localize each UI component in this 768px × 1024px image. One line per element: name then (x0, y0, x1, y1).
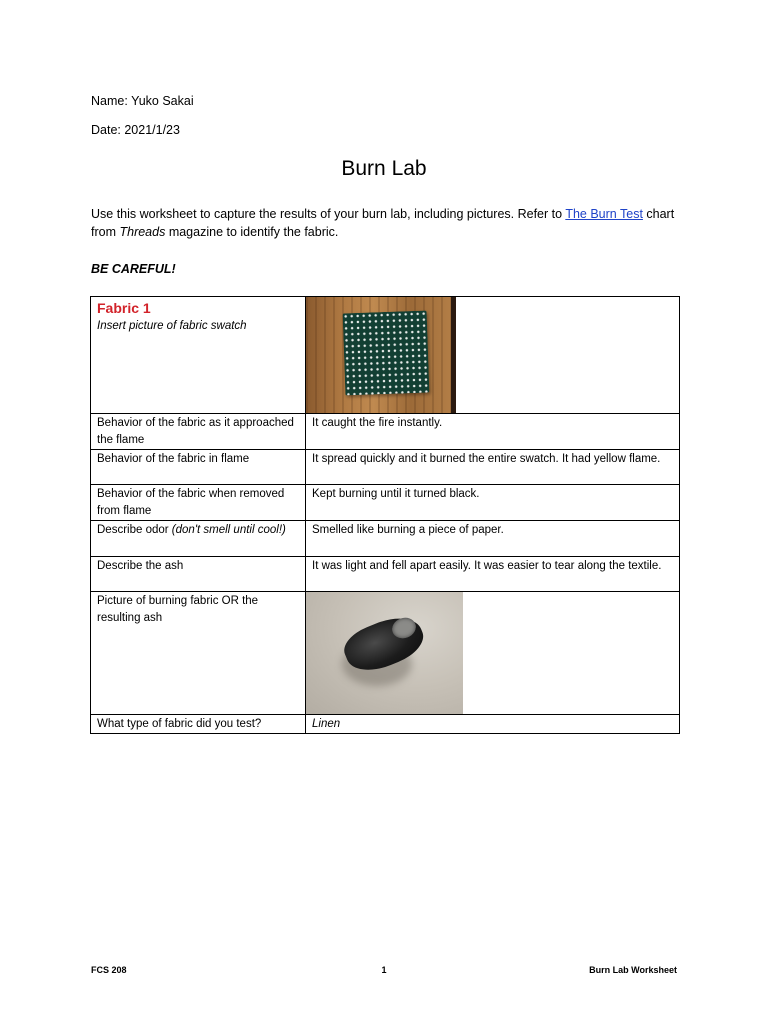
fabric-swatch-cell (306, 297, 680, 414)
footer-course: FCS 208 (91, 965, 127, 975)
row-label: What type of fabric did you test? (91, 715, 306, 734)
ash-picture-row (91, 592, 680, 715)
footer-page-number: 1 (381, 965, 387, 975)
odor-label: Describe odor (97, 524, 172, 536)
row-label: Behavior of the fabric when removed from flame (91, 485, 306, 521)
burn-lab-table (90, 296, 680, 734)
worksheet-date: Date: 2021/1/23 (91, 123, 180, 137)
ash-picture-cell (306, 592, 680, 715)
intro-paragraph (91, 205, 685, 241)
row-label: Describe the ash (91, 557, 306, 592)
fabric-swatch-photo (306, 297, 456, 413)
footer-doc-title: Burn Lab Worksheet (589, 965, 677, 975)
warning-text: BE CAREFUL! (91, 262, 176, 276)
burn-test-link[interactable]: The Burn Test (565, 207, 643, 221)
fabric-label-cell (91, 297, 306, 414)
row-label (91, 521, 306, 557)
row-label: Picture of burning fabric OR the resulting ash (91, 592, 306, 715)
row-answer: It spread quickly and it burned the entire swatch. It had yellow flame. (306, 450, 680, 485)
row-answer: Kept burning until it turned black. (306, 485, 680, 521)
fabric-hint: Insert picture of fabric swatch (97, 320, 247, 332)
row-label: Behavior of the fabric as it approached the flame (91, 414, 306, 450)
fabric-type-answer: Linen (306, 715, 680, 734)
burnt-fabric-photo (306, 592, 463, 714)
fabric-swatch-row (91, 297, 680, 414)
table-row (91, 450, 680, 485)
magazine-name: Threads (119, 225, 166, 239)
photo-edge (451, 297, 456, 413)
intro-text-end: magazine to identify the fabric. (165, 225, 339, 239)
row-answer: Smelled like burning a piece of paper. (306, 521, 680, 557)
row-answer: It was light and fell apart easily. It was easier to tear along the textile. (306, 557, 680, 592)
table-row (91, 521, 680, 557)
page-title: Burn Lab (341, 157, 427, 180)
intro-text-middle: chart from (91, 207, 675, 239)
fabric-heading: Fabric 1 (97, 300, 151, 316)
row-label: Behavior of the fabric in flame (91, 450, 306, 485)
table-row (91, 414, 680, 450)
fabric-type-row (91, 715, 680, 734)
polka-dot-fabric (343, 311, 430, 396)
student-name: Name: Yuko Sakai (91, 94, 194, 108)
row-answer: It caught the fire instantly. (306, 414, 680, 450)
table-row (91, 485, 680, 521)
intro-text: Use this worksheet to capture the results of your burn lab, including pictures. Refer to (91, 207, 566, 221)
odor-note: (don't smell until cool!) (171, 524, 286, 536)
table-row (91, 557, 680, 592)
